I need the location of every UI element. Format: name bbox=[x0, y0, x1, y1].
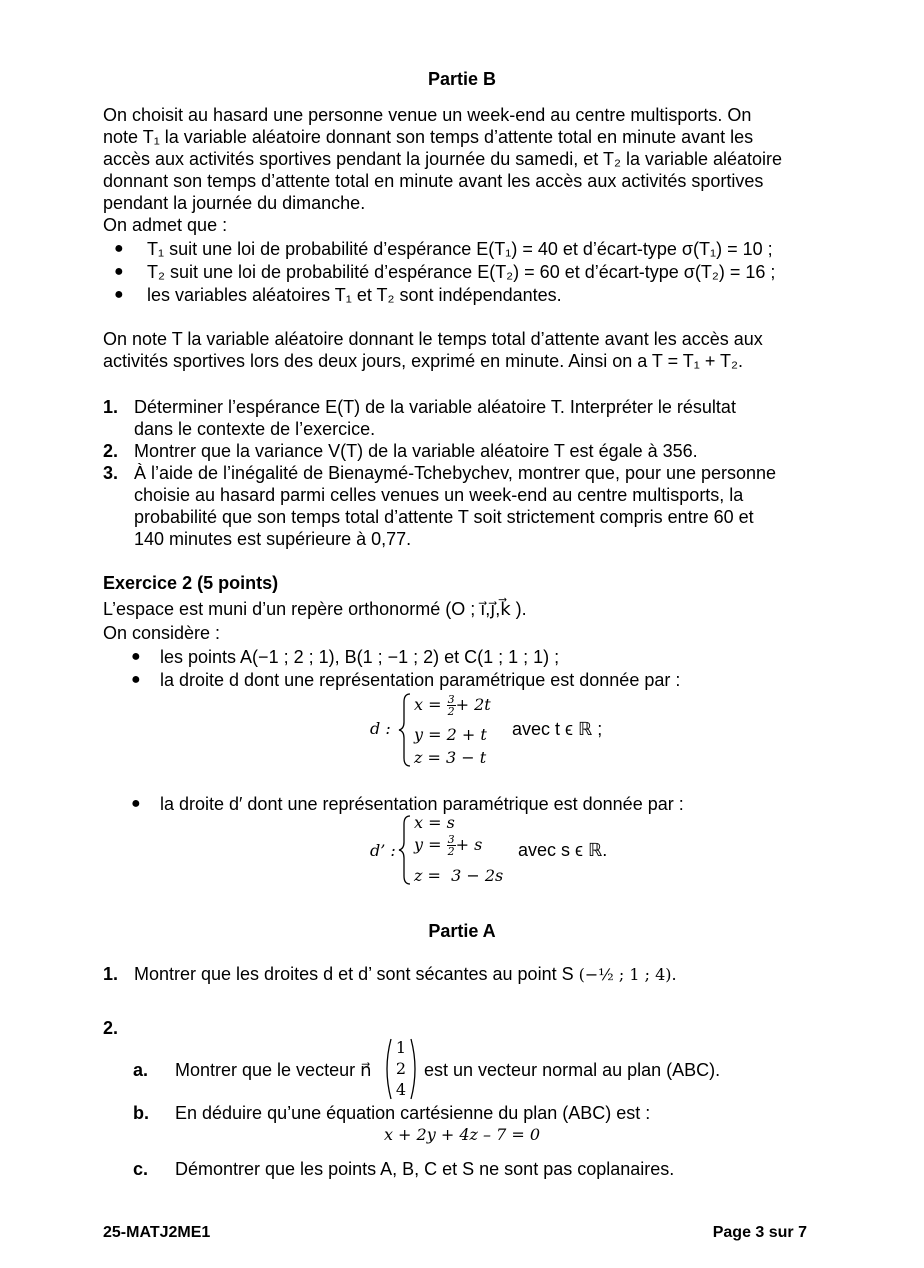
numerator: 3 bbox=[447, 833, 455, 846]
equation-z: z = 3 − 2s bbox=[414, 866, 504, 885]
intro-line: note T₁ la variable aléatoire donnant son temps d’attente total en minute avant les bbox=[103, 127, 754, 147]
bullet-dot: ● bbox=[131, 648, 141, 665]
footer-reference: 25-MATJ2ME1 bbox=[103, 1224, 211, 1241]
hypothesis-3: les variables aléatoires T₁ et T₂ sont indépendantes. bbox=[147, 285, 562, 305]
question-number: 1. bbox=[103, 964, 119, 984]
question-line: probabilité que son temps total d’attente T soit strictement compris entre 60 et bbox=[134, 507, 754, 527]
space-statement: L’espace est muni d’un repère orthonormé (O ; i⃗,j⃗,k⃗ ). bbox=[103, 599, 527, 619]
denominator: 2 bbox=[447, 845, 455, 858]
question-text: Montrer que les droites d et d’ sont sécantes au point S bbox=[134, 964, 574, 984]
sub-question-label: b. bbox=[133, 1103, 149, 1123]
vector-component: 1 bbox=[395, 1038, 407, 1057]
hypothesis-1: T₁ suit une loi de probabilité d’espérance E(T₁) = 40 et d’écart-type σ(T₁) = 10 ; bbox=[147, 239, 773, 259]
sub-question-label: c. bbox=[133, 1159, 149, 1179]
fraction bbox=[447, 834, 456, 857]
intro-line: accès aux activités sportives pendant la journée du samedi, et T₂ la variable aléatoire bbox=[103, 149, 783, 169]
equation-x: x = s bbox=[414, 813, 455, 832]
part-b-intro bbox=[103, 104, 823, 236]
equation-z: z = 3 − t bbox=[414, 748, 487, 767]
eq-part: + 2t bbox=[455, 695, 491, 714]
numerator: 3 bbox=[447, 693, 455, 706]
question-line: dans le contexte de l’exercice. bbox=[134, 419, 376, 439]
question-line: Montrer que la variance V(T) de la variable aléatoire T est égale à 356. bbox=[134, 441, 698, 461]
sub-question-c: Démontrer que les points A, B, C et S ne sont pas coplanaires. bbox=[175, 1159, 675, 1179]
system-label: d’ : bbox=[370, 841, 396, 860]
system-label: d : bbox=[370, 719, 391, 738]
consider-line: On considère : bbox=[103, 623, 221, 643]
note-line: activités sportives lors des deux jours, exprimé en minute. Ainsi on a T = T₁ + T₂. bbox=[103, 351, 744, 371]
normal-vector bbox=[383, 1037, 419, 1101]
hypothesis-2: T₂ suit une loi de probabilité d’espérance E(T₂) = 60 et d’écart-type σ(T₂) = 16 ; bbox=[147, 262, 776, 282]
parameter-domain: avec t ϵ ℝ ; bbox=[512, 719, 603, 739]
question-1-secant bbox=[134, 963, 834, 986]
sub-question-a-end: est un vecteur normal au plan (ABC). bbox=[424, 1060, 721, 1080]
equation-y: y = 2 + t bbox=[414, 725, 487, 744]
question-number: 2. bbox=[103, 1018, 119, 1038]
definition-T bbox=[103, 328, 843, 372]
parameter-domain: avec s ϵ ℝ. bbox=[518, 840, 608, 860]
vector-component: 2 bbox=[395, 1059, 407, 1078]
exercise-2-title: Exercice 2 (5 points) bbox=[103, 573, 279, 593]
intro-line: donnant son temps d’attente total en minute avant les accès aux activités sportives bbox=[103, 171, 764, 191]
intro-line: On choisit au hasard une personne venue un week-end au centre multisports. On bbox=[103, 105, 752, 125]
left-brace-icon bbox=[398, 692, 412, 768]
question-text: Montrer que le vecteur n⃗ bbox=[175, 1060, 372, 1080]
question-number: 1. bbox=[103, 397, 119, 417]
eq-part: x = bbox=[414, 695, 447, 714]
eq-part: y = bbox=[414, 835, 447, 854]
bullet-dot: ● bbox=[114, 286, 124, 303]
denominator: 2 bbox=[447, 705, 455, 718]
question-3 bbox=[134, 462, 834, 550]
question-line: Déterminer l’espérance E(T) de la variable aléatoire T. Interpréter le résultat bbox=[134, 397, 736, 417]
bullet-dot: ● bbox=[114, 263, 124, 280]
question-1 bbox=[134, 396, 834, 440]
points-definition: les points A(−1 ; 2 ; 1), B(1 ; −1 ; 2) et C(1 ; 1 ; 1) ; bbox=[160, 647, 560, 667]
bullet-dot: ● bbox=[131, 795, 141, 812]
fraction bbox=[447, 694, 456, 717]
bullet-dot: ● bbox=[114, 240, 124, 257]
question-line: choisie au hasard parmi celles venues un week-end au centre multisports, la bbox=[134, 485, 744, 505]
line-dprime-intro: la droite d′ dont une représentation paramétrique est donnée par : bbox=[160, 794, 684, 814]
intro-line: pendant la journée du dimanche. bbox=[103, 193, 366, 213]
sub-question-b: En déduire qu’une équation cartésienne du plan (ABC) est : bbox=[175, 1103, 651, 1123]
eq-part: + s bbox=[455, 835, 483, 854]
part-b-title: Partie B bbox=[427, 69, 497, 89]
equation-x bbox=[414, 694, 491, 717]
question-line: 140 minutes est supérieure à 0,77. bbox=[134, 529, 412, 549]
question-number: 2. bbox=[103, 441, 119, 461]
vector-components bbox=[395, 1037, 407, 1100]
note-line: On note T la variable aléatoire donnant le temps total d’attente avant les accès aux bbox=[103, 329, 763, 349]
system-dprime bbox=[370, 812, 670, 888]
question-2 bbox=[134, 440, 834, 462]
question-number: 3. bbox=[103, 463, 119, 483]
left-brace-icon bbox=[398, 814, 412, 886]
page-number: Page 3 sur 7 bbox=[712, 1224, 807, 1241]
admit-line: On admet que : bbox=[103, 215, 228, 235]
line-d-intro: la droite d dont une représentation paramétrique est donnée par : bbox=[160, 670, 681, 690]
equation-y bbox=[414, 834, 482, 857]
part-a-title: Partie A bbox=[428, 921, 496, 941]
vector-component: 4 bbox=[395, 1080, 407, 1099]
plane-equation: x + 2y + 4z – 7 = 0 bbox=[383, 1125, 541, 1144]
point-S: (−½ ; 1 ; 4). bbox=[578, 965, 677, 984]
question-line: À l’aide de l’inégalité de Bienaymé-Tchebychev, montrer que, pour une personne bbox=[134, 463, 777, 483]
sub-question-label: a. bbox=[133, 1060, 149, 1080]
bullet-dot: ● bbox=[131, 671, 141, 688]
system-d bbox=[370, 692, 670, 772]
